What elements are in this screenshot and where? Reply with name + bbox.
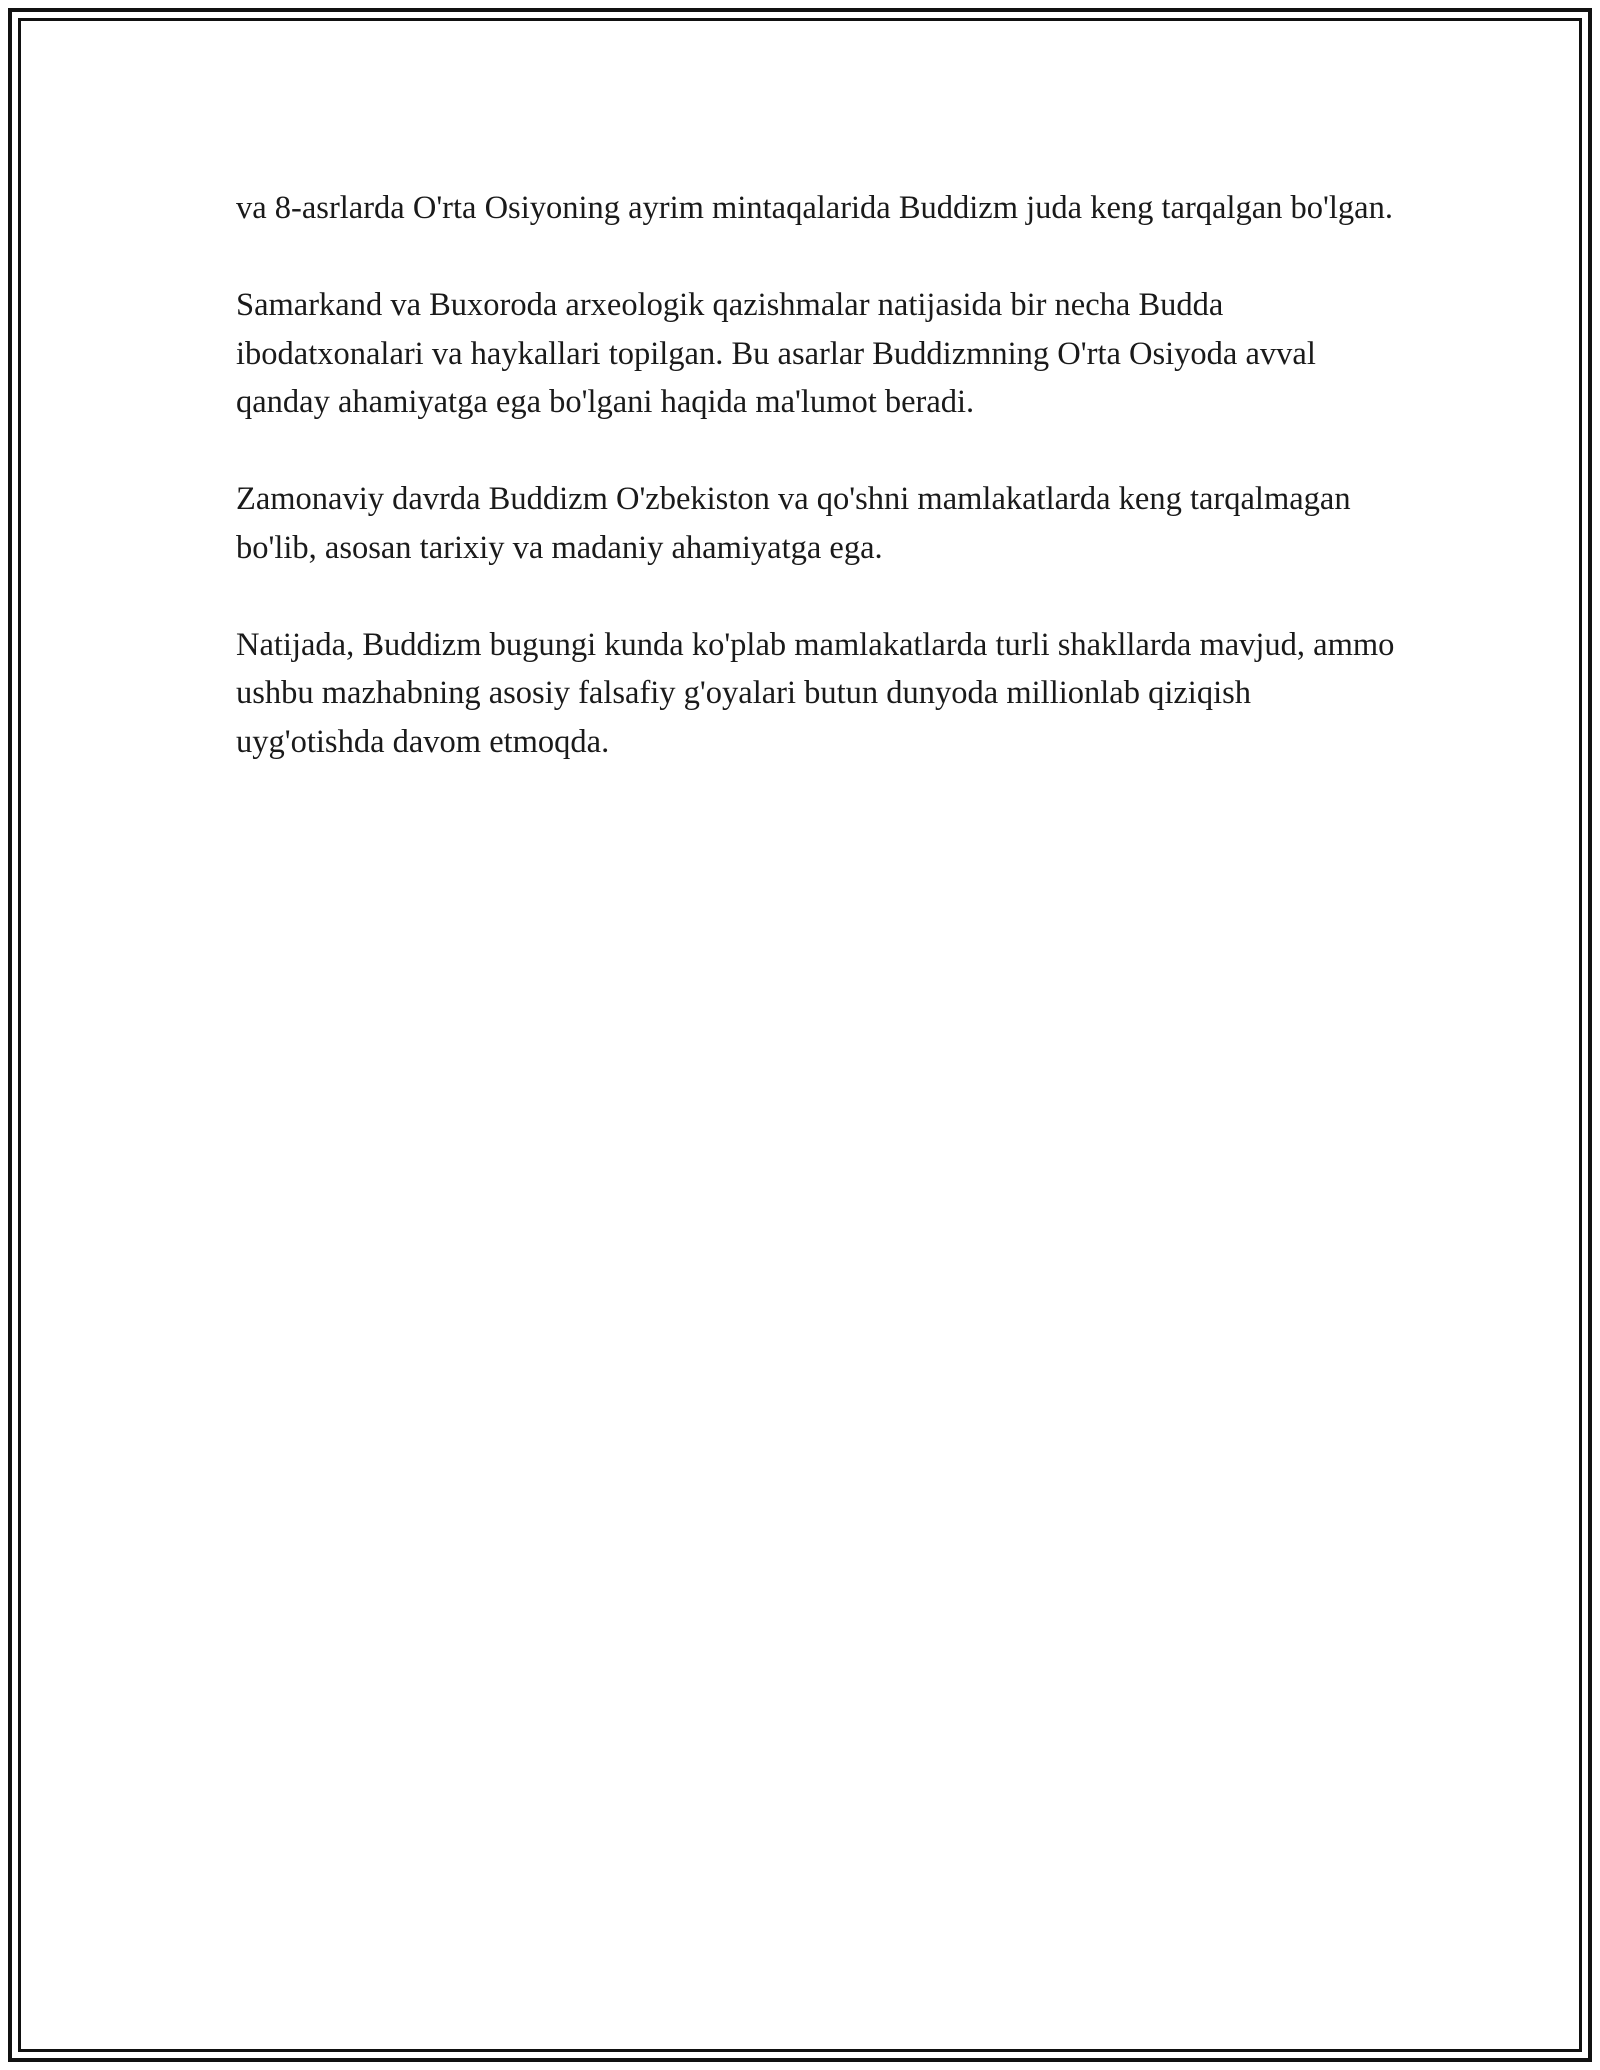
paragraph-2: Samarkand va Buxoroda arxeologik qazishmalar natijasida bir necha Budda ibodatxonalari va haykallari topilgan. Bu asarlar Buddizmning O'rta Osiyoda avval qanday ahamiyatga ega bo'lgani haqida ma'lumot beradi. — [236, 287, 1316, 420]
paragraph-1: va 8-asrlarda O'rta Osiyoning ayrim mintaqalarida Buddizm juda keng tarqalgan bo'lgan. — [236, 190, 1393, 226]
paragraph-3: Zamonaviy davrda Buddizm O'zbekiston va qo'shni mamlakatlarda keng tarqalmagan bo'lib, asosan tarixiy va madaniy ahamiyatga ega. — [236, 481, 1351, 566]
document-body — [236, 184, 1396, 815]
paragraph-4: Natijada, Buddizm bugungi kunda ko'plab mamlakatlarda turli shakllarda mavjud, ammo ushbu mazhabning asosiy falsafiy g'oyalari butun dunyoda millionlab qiziqish uyg'otishda davom etmoqda. — [236, 626, 1395, 760]
